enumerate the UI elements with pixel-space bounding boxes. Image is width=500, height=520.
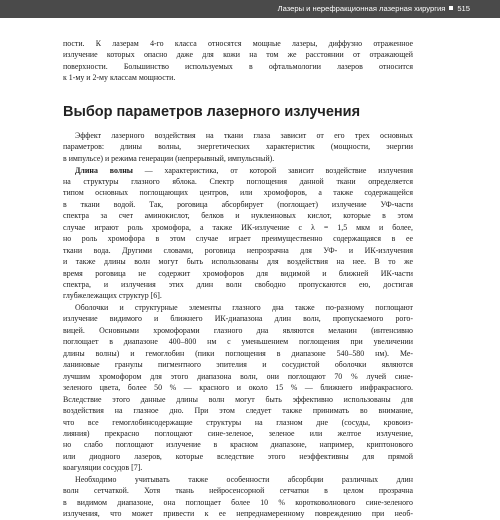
text-line: Оболочки и структурные элементы глазного дна также по-разному поглощают xyxy=(75,303,413,312)
text-line: поверхности. Большинство используемых в офтальмологии лазеров относится xyxy=(63,61,413,71)
text-line: пости. К лазерам 4-го класса относятся мощные лазеры, диффузно отраженное xyxy=(63,39,413,48)
text-line: коагуляции сосудов [7]. xyxy=(63,463,143,473)
paragraph-parameters xyxy=(63,130,413,164)
text-line: глубжележащих структур [6]. xyxy=(63,291,162,301)
text-line: вицей. Основными хромофорами глазного дна являются меланин (интенсивно xyxy=(63,325,413,335)
text-line: но роль хромофора в этом случае играет преимущественно содержащаяся в ее xyxy=(63,234,413,244)
text-line: зеленого цвета, более 50 % — красного и около 15 % — ближнего инфракрасного. xyxy=(63,383,413,393)
text-line: что все гемоглобинсодержащие структуры на глазном дне (сосуды, кровоиз- xyxy=(63,417,413,427)
text-line: параметров: длины волны, энергетических характеристик (мощности, энергии xyxy=(63,142,413,152)
running-header xyxy=(0,0,500,18)
text-line: излучения, что может привести к ее непреднамеренному повреждению при необ- xyxy=(63,509,413,519)
text-line: Эффект лазерного воздействия на ткани глаза зависит от его трех основных xyxy=(75,131,413,140)
text-line: на структуры глазного яблока. Спектр поглощения данной ткани определяется xyxy=(63,176,413,186)
separator-square-icon xyxy=(449,6,453,10)
text-line: к 1-му и 2-му классам мощности. xyxy=(63,73,176,83)
text-fragment: — характеристика, от которой зависит воздействие излучения xyxy=(132,165,413,175)
intro-paragraph xyxy=(63,38,413,84)
paragraph-fundus xyxy=(63,302,413,474)
page-number: 515 xyxy=(457,4,470,13)
text-line: в импульсе) и режима генерации (непрерывный, импульсный). xyxy=(63,153,275,163)
text-line: поглощает в диапазоне 400–800 нм с уменьшением поглощения при увеличении xyxy=(63,337,413,347)
text-line xyxy=(63,165,413,176)
paragraph-retina xyxy=(63,474,413,520)
text-line: длины волны) и гемоглобин (пики поглощения в диапазоне 540–580 нм). Ме- xyxy=(63,348,413,358)
text-line: воздействия на глазное дно. При этом следует также принимать во внимание, xyxy=(63,406,413,416)
running-header-text xyxy=(278,0,470,18)
text-line: ткани вода. Другими словами, роговица непрозрачна для УФ- и ИК-излучения xyxy=(63,245,413,255)
text-line: и также длины волн могут быть использованы для воздействия на нее. В то же xyxy=(63,257,413,267)
text-line: случае играют роль хромофора, а также ИК-излучение с λ = 1,5 мкм и более, xyxy=(63,222,413,232)
text-line: или диодного лазеров, которые вследствие этого неэффективны для прямой xyxy=(63,451,413,461)
text-line: излучение видимого и ближнего ИК-диапазона длин волн, пропускаемого рого- xyxy=(63,314,413,324)
text-line: ланиновые гранулы пигментного эпителия и сосудистой оболочки являются xyxy=(63,360,413,370)
text-line: типом основных поглощающих центров, или хромофоров, а также содержащейся xyxy=(63,188,413,198)
text-line: спектра за счет аминокислот, белков и нуклеиновых кислот, которые в этом xyxy=(63,211,413,221)
text-line: Необходимо учитывать также особенности абсорбции различных длин xyxy=(75,475,413,484)
text-line: волн сетчаткой. Хотя ткань нейросенсорной сетчатки в целом прозрачна xyxy=(63,486,413,496)
term-wavelength: Длина волны xyxy=(75,165,133,175)
text-line: лучшим хромофором для этого диапазона волн, они поглощают 70 % лучей сине- xyxy=(63,371,413,381)
text-line: Вследствие этого данные длины волн могут быть эффективно использованы для xyxy=(63,394,413,404)
running-title: Лазеры и нерефракционная лазерная хирургия xyxy=(277,4,446,13)
section-heading: Выбор параметров лазерного излучения xyxy=(63,104,361,120)
text-line: спектра, и излучения этих длин волн свободно пропускаются ею, достигая xyxy=(63,280,413,290)
text-line: в видимом диапазоне, она поглощает более 10 % коротковолнового сине-зеленого xyxy=(63,497,413,507)
text-line: время роговица не содержит хромофоров для видимой и ближней ИК-части xyxy=(63,268,413,278)
text-line: в ткани водой. Так, роговица абсорбирует (поглощает) излучение УФ-части xyxy=(63,199,413,209)
text-line: но слабо поглощают излучение в красном диапазоне, например, криптонового xyxy=(63,440,413,450)
text-line: излучение которых опасно даже для кожи на том же расстоянии от отражающей xyxy=(63,50,413,60)
text-line: лияния) прекрасно поглощают сине-зеленое, зеленое или желтое излучение, xyxy=(63,428,413,438)
paragraph-wavelength xyxy=(63,165,413,302)
